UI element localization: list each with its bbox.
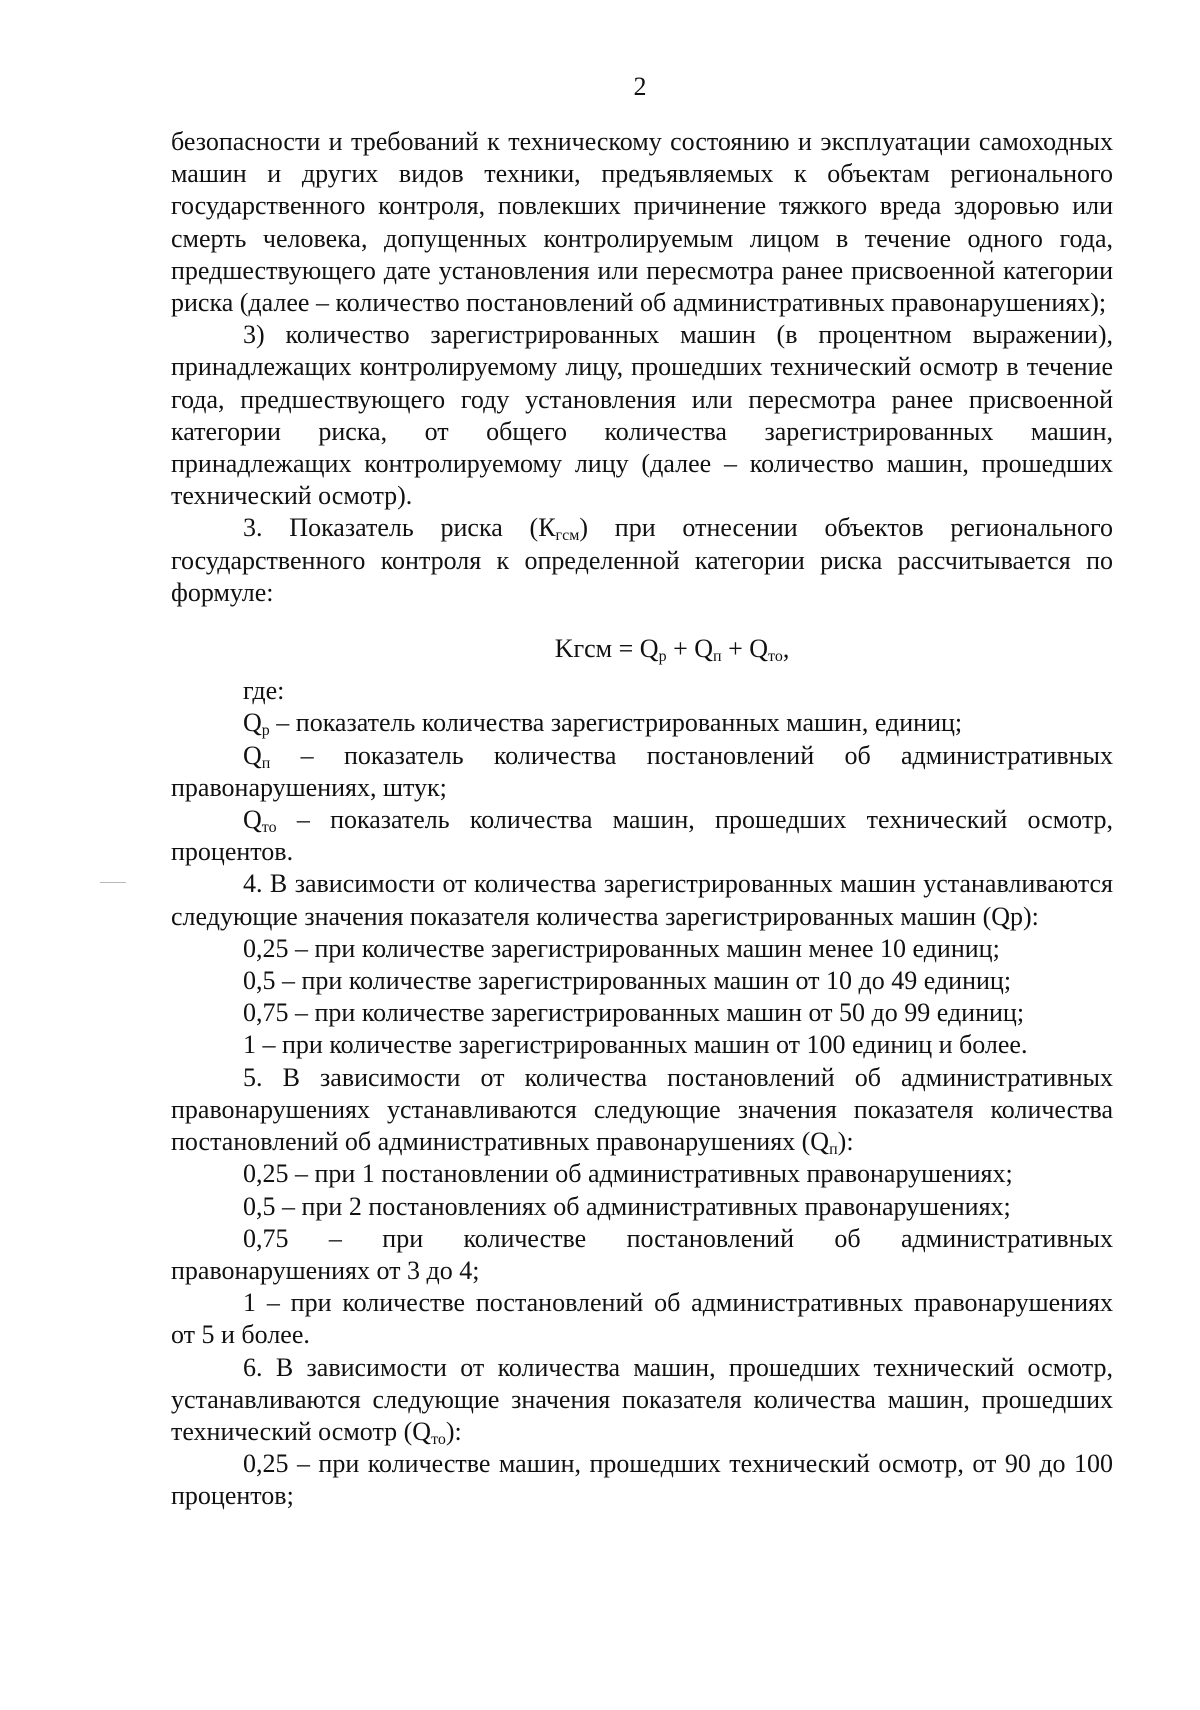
list-item: 1 – при количестве зарегистрированных машин от 100 единиц и более. bbox=[243, 1030, 1028, 1060]
subscript: р bbox=[261, 722, 270, 740]
list-item: 0,75 – при количестве зарегистрированных машин от 50 до 99 единиц; bbox=[243, 998, 1025, 1028]
list-item: 0,75 – при количестве постановлений об административных правонарушениях от 3 до 4; bbox=[171, 1223, 1113, 1285]
page-number: 2 bbox=[633, 72, 647, 101]
text: 6. В зависимости от количества машин, прошедших технический осмотр, устанавливаются следующие значения показателя количества машин, прошедших технический осмотр (Q bbox=[171, 1352, 1113, 1446]
list-item: 0,25 – при 1 постановлении об административных правонарушениях; bbox=[243, 1159, 1013, 1189]
text: ) при отнесении объектов регионального государственного контроля к определенной категории риска рассчитывается по формуле: bbox=[171, 513, 1113, 607]
paragraph-section-3 bbox=[171, 512, 1113, 609]
paragraph-section-6 bbox=[171, 1352, 1113, 1449]
formula-subscript: р bbox=[658, 648, 667, 666]
where-label: где: bbox=[243, 676, 285, 706]
list-item: 0,5 – при 2 постановлениях об административных правонарушениях; bbox=[243, 1191, 1011, 1221]
definition-qto bbox=[171, 804, 1113, 868]
text: ): bbox=[837, 1127, 854, 1157]
definition-qr bbox=[171, 707, 1113, 739]
text: – показатель количества постановлений об административных правонарушениях, штук; bbox=[171, 740, 1113, 802]
subscript: то bbox=[431, 1430, 446, 1448]
subscript: гсм bbox=[555, 527, 580, 545]
formula-subscript: то bbox=[768, 648, 783, 666]
definition-qp bbox=[171, 740, 1113, 804]
formula-part: + Q bbox=[721, 634, 769, 664]
text: 5. В зависимости от количества постановлений об административных правонарушениях устанавливаются следующие значения показателя количества постановлений об административных правонарушениях (Q bbox=[171, 1062, 1113, 1157]
paragraph-item-3: 3) количество зарегистрированных машин (в процентном выражении), принадлежащих контролируемому лицу, прошедших технический осмотр в течение года, предшествующего году установления или пересмотра ранее присвоенной категории риска, от общего количества зарегистрированных машин, принадлежащих контролируемому лицу (далее – количество машин, прошедших технический осмотр). bbox=[171, 320, 1113, 511]
subscript: п bbox=[261, 754, 271, 772]
formula bbox=[171, 633, 1113, 665]
formula-part: , bbox=[782, 634, 790, 664]
symbol: Q bbox=[243, 740, 262, 770]
document-body bbox=[171, 126, 1113, 1513]
formula-part: + Q bbox=[666, 634, 714, 664]
list-item: 0,25 – при количестве машин, прошедших технический осмотр, от 90 до 100 процентов; bbox=[171, 1449, 1113, 1511]
subscript: то bbox=[261, 819, 277, 837]
symbol: Q bbox=[243, 805, 262, 835]
text: ): bbox=[445, 1416, 462, 1446]
text: – показатель количества машин, прошедших технический осмотр, процентов. bbox=[171, 805, 1113, 867]
text: 3. Показатель риска (К bbox=[243, 513, 556, 543]
list-item: 1 – при количестве постановлений об административных правонарушениях от 5 и более. bbox=[171, 1288, 1113, 1350]
formula-subscript: п bbox=[713, 648, 722, 666]
paragraph-section-4: 4. В зависимости от количества зарегистрированных машин устанавливаются следующие значения показателя количества зарегистрированных машин (Qр): bbox=[171, 869, 1113, 931]
scan-artifact-line bbox=[100, 882, 126, 883]
subscript: п bbox=[829, 1141, 838, 1159]
symbol: Q bbox=[243, 708, 262, 738]
list-item: 0,25 – при количестве зарегистрированных машин менее 10 единиц; bbox=[243, 933, 1000, 963]
paragraph-continuation: безопасности и требований к техническому состоянию и эксплуатации самоходных машин и других видов техники, предъявляемых к объектам регионального государственного контроля, повлекших причинение тяжкого вреда здоровью или смерть человека, допущенных контролируемым лицом в течение одного года, предшествующего дате установления или пересмотра ранее присвоенной категории риска (далее – количество постановлений об административных правонарушениях); bbox=[171, 127, 1113, 318]
paragraph-section-5 bbox=[171, 1062, 1113, 1159]
formula-part: Kгсм = Q bbox=[554, 634, 659, 664]
text: – показатель количества зарегистрированных машин, единиц; bbox=[269, 708, 963, 738]
list-item: 0,5 – при количестве зарегистрированных машин от 10 до 49 единиц; bbox=[243, 966, 1012, 996]
